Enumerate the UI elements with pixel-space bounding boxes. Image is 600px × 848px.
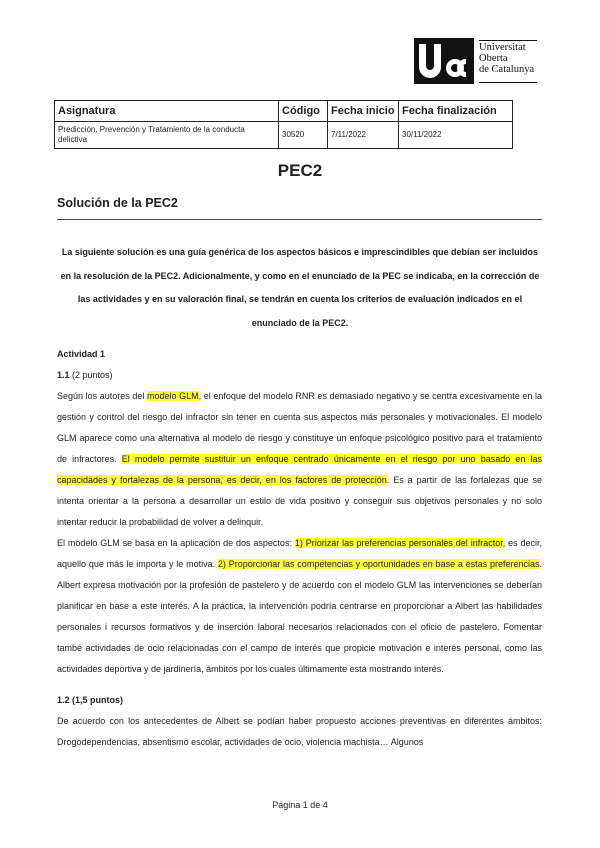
text-run: , el enfoque del modelo RNR es demasiado negativo y se centra excesivamente en la gestión y control del riesgo del infractor sin tener en cuenta sus aspectos más personales y motivacionales. El modelo GLM aparece como una alternativa al modelo de riesgo y constituye un enfoque psicológico positivo para el tratamiento de infractores. bbox=[57, 391, 542, 464]
activity-heading: Actividad 1 bbox=[57, 349, 106, 359]
text-run: Según los autores del bbox=[57, 391, 148, 401]
page-number: Página 1 de 4 bbox=[272, 800, 328, 810]
highlight-proporcionar: 2) Proporcionar las competencias y oportunidades en base a estas preferencias bbox=[217, 559, 540, 569]
answer-1-2-paragraph-1: De acuerdo con los antecedentes de Albert se podían haber propuesto acciones preventivas en diferentes ámbitos: Drogodependencias, absentismo escolar, actividades de ocio, violencia machista… Algunos bbox=[57, 716, 542, 747]
question-1-1-points: (2 puntos) bbox=[72, 370, 113, 380]
header-codigo: Código bbox=[279, 101, 328, 122]
logo-rule-top bbox=[479, 40, 537, 41]
answer-1-1-paragraph-2 bbox=[57, 533, 542, 680]
highlight-priorizar: 1) Priorizar las preferencias personales del infractor bbox=[294, 538, 503, 548]
document-body bbox=[57, 344, 542, 753]
cell-fecha-finalizacion: 30/11/2022 bbox=[399, 122, 513, 149]
cell-asignatura: Predicción, Prevención y Tratamiento de la conducta delictiva bbox=[55, 122, 279, 149]
answer-1-1-paragraph-1 bbox=[57, 386, 542, 533]
text-run: . Albert expresa motivación por la profesión de pastelero y de acuerdo con el modelo GLM las intervenciones se deberían planificar en base a este interés. A la práctica, la intervención podría centrarse en proporcionar a Albert las habilidades personales i recursos formativos y de inserción laboral necesarios relacionados con el oficio de pastelero. Fomentar també actividades de ocio relacionadas con el campo de interés que propicie motivación e interés personal, como las actividades deportiva y de jardinería, ámbitos por los cuales últimamente está mostrando interés. bbox=[57, 559, 543, 674]
table-header-row bbox=[55, 101, 513, 122]
intro-paragraph: La siguiente solución es una guía genérica de los aspectos básicos e imprescindibles que debían ser incluidos en la resolución de la PEC2. Adicionalmente, y como en el enunciado de la PEC se indicaba, en la corrección de las actividades y en su valoración final, se tendrán en cuenta los criterios de evaluación indicados en el enunciado de la PEC2. bbox=[60, 247, 540, 328]
subtitle-divider bbox=[57, 219, 542, 220]
uoc-logo-mark bbox=[414, 38, 474, 84]
cell-fecha-inicio: 7/11/2022 bbox=[328, 122, 399, 149]
course-info-table bbox=[54, 100, 513, 149]
logo-rule-bottom bbox=[479, 82, 537, 83]
question-1-1-heading bbox=[57, 365, 542, 386]
section-subtitle: Solución de la PEC2 bbox=[57, 196, 178, 210]
uoc-logo-text bbox=[479, 42, 534, 75]
highlight-enfoque: El modelo permite sustituir un enfoque centrado únicamente en el riesgo por uno basado en las capacidades y fortalezas de la persona, es decir, en los factores de protección bbox=[57, 454, 542, 485]
logo-line-2: Oberta bbox=[479, 53, 508, 64]
question-1-1-number: 1.1 bbox=[57, 370, 70, 380]
header-asignatura: Asignatura bbox=[55, 101, 279, 122]
logo-line-3: de Catalunya bbox=[479, 64, 535, 75]
table-row bbox=[55, 122, 513, 149]
cell-codigo: 30520 bbox=[279, 122, 328, 149]
header-fecha-finalizacion: Fecha finalización bbox=[399, 101, 513, 122]
text-run: , es decir, aquello que más le importa y le motiva. bbox=[57, 538, 542, 569]
text-run: . Es a partir de las fortalezas que se intenta orientar a la persona a desarrollar un estilo de vida positivo y conseguir sus objetivos personales y no solo intentar reducir la probabilidad de volver a delinquir. bbox=[57, 475, 543, 527]
uoc-logo bbox=[414, 38, 538, 84]
document-title: PEC2 bbox=[277, 161, 323, 180]
question-1-2-heading: 1.2 (1,5 puntos) bbox=[57, 695, 124, 705]
text-run: El modelo GLM se basa en la aplicación de dos aspectos: bbox=[57, 538, 295, 548]
header-fecha-inicio: Fecha inicio bbox=[328, 101, 399, 122]
highlight-glm: modelo GLM bbox=[147, 391, 199, 401]
logo-line-1: Universitat bbox=[479, 42, 526, 53]
